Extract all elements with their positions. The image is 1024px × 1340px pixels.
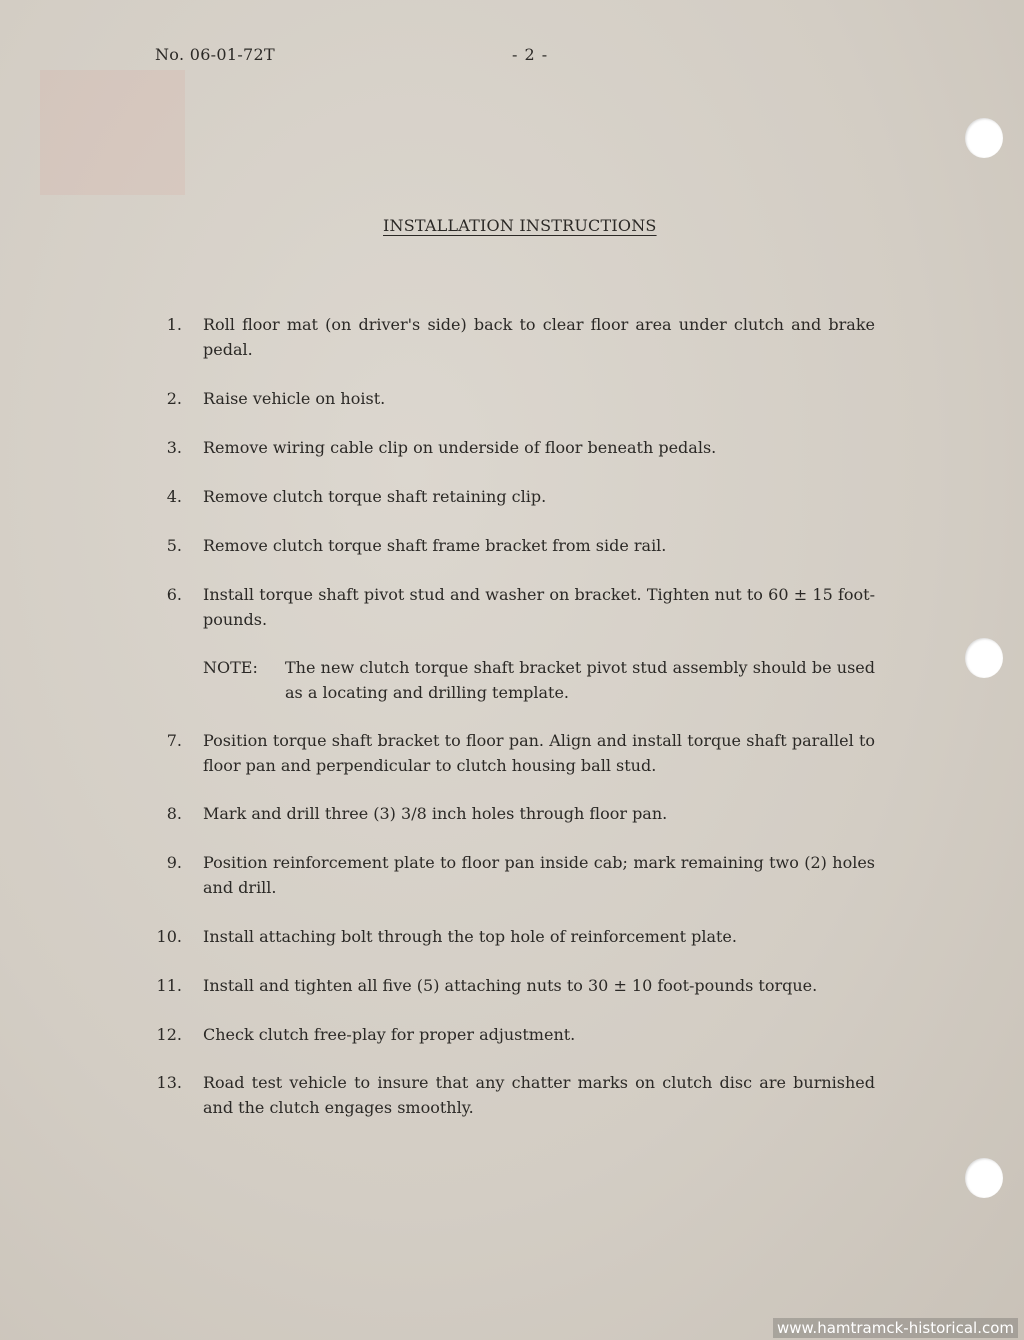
binder-hole-top (965, 118, 1003, 158)
step-text: Check clutch free-play for proper adjustment. (203, 1025, 576, 1044)
document-number: No. 06-01-72T (155, 45, 275, 64)
step-number: 5. (166, 536, 182, 555)
page-number: - 2 - (512, 45, 549, 64)
step-text: Mark and drill three (3) 3/8 inch holes through floor pan. (203, 804, 668, 823)
step-text: Remove clutch torque shaft retaining clip. (203, 487, 547, 506)
step-text: Install torque shaft pivot stud and washer on bracket. Tighten nut to 60 ± 15 foot-pounds. (203, 585, 875, 629)
step-text: Raise vehicle on hoist. (203, 389, 386, 408)
step-text: Remove clutch torque shaft frame bracket from side rail. (203, 536, 667, 555)
step-text: Position torque shaft bracket to floor pan. Align and install torque shaft parallel to floor pan and perpendicular to clutch housing ball stud. (203, 731, 875, 775)
binder-hole-middle (965, 638, 1003, 678)
step-number: 13. (156, 1073, 182, 1092)
step-number: 9. (166, 853, 182, 872)
page-title: INSTALLATION INSTRUCTIONS (383, 216, 657, 235)
step-number: 10. (156, 927, 182, 946)
step-text: Roll floor mat (on driver's side) back to clear floor area under clutch and brake pedal. (203, 315, 875, 359)
step-number: 3. (166, 438, 182, 457)
watermark-url: www.hamtramck-historical.com (773, 1318, 1018, 1338)
step-number: 4. (166, 487, 182, 506)
step-text: Install and tighten all five (5) attaching nuts to 30 ± 10 foot-pounds torque. (203, 976, 818, 995)
bleed-through-stain (40, 70, 185, 195)
step-text: Install attaching bolt through the top hole of reinforcement plate. (203, 927, 737, 946)
step-number: 11. (156, 976, 182, 995)
step-number: 6. (166, 585, 182, 604)
note-text: The new clutch torque shaft bracket pivot stud assembly should be used as a locating and drilling template. (285, 658, 875, 702)
step-number: 2. (166, 389, 182, 408)
step-number: 8. (166, 804, 182, 823)
note-label: NOTE: (203, 658, 258, 677)
step-number: 1. (166, 315, 182, 334)
binder-hole-bottom (965, 1158, 1003, 1198)
step-number: 7. (166, 731, 182, 750)
step-number: 12. (156, 1025, 182, 1044)
step-text: Road test vehicle to insure that any chatter marks on clutch disc are burnished and the clutch engages smoothly. (203, 1073, 875, 1117)
step-text: Remove wiring cable clip on underside of floor beneath pedals. (203, 438, 717, 457)
step-text: Position reinforcement plate to floor pan inside cab; mark remaining two (2) holes and drill. (203, 853, 875, 897)
